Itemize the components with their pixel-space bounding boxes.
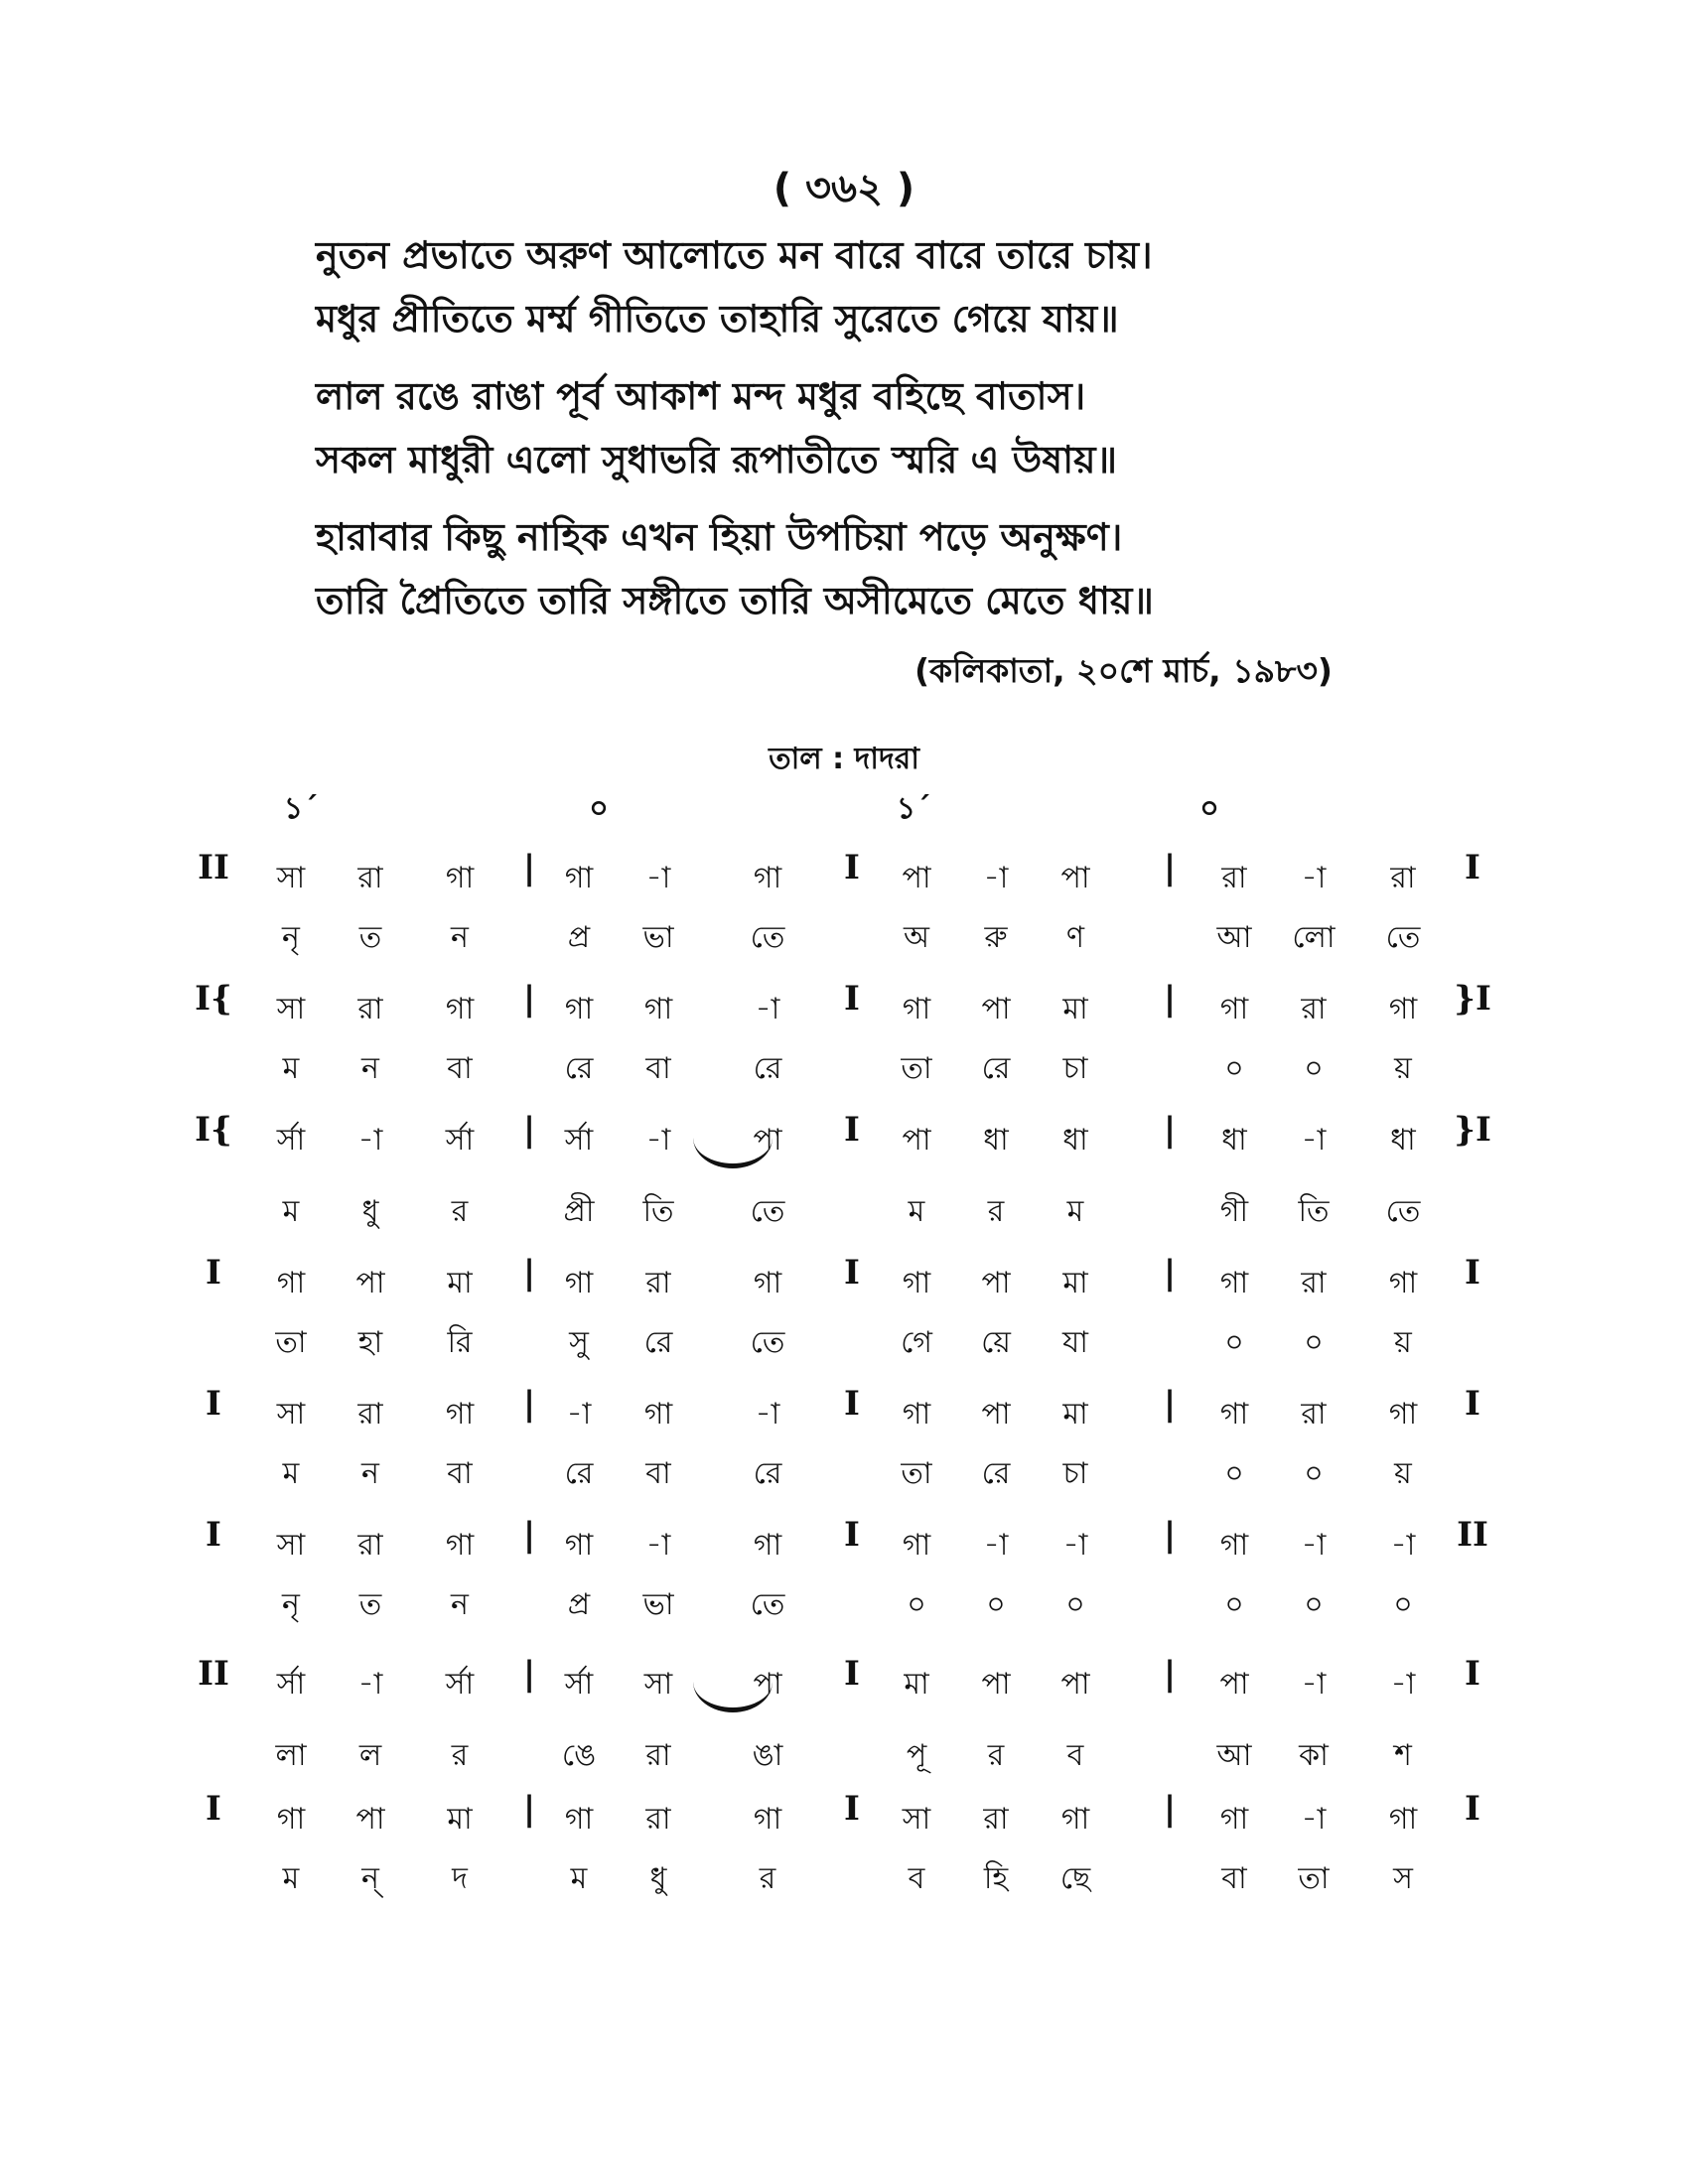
notation-block <box>0 842 1688 967</box>
swara-note: ধা <box>1221 1123 1247 1158</box>
swara-note: রা <box>1301 1397 1327 1432</box>
swara-note: -া <box>645 1528 671 1563</box>
swara-note: গা <box>1388 992 1418 1026</box>
lyric-syllable: ম <box>570 1861 588 1896</box>
lyric-syllable: ০ <box>1393 1587 1413 1622</box>
swara-note: -া <box>755 1397 780 1432</box>
bar-start-mark: I <box>206 1515 221 1555</box>
bar-end-mark: I <box>1465 1789 1480 1829</box>
notation-block <box>0 1247 1688 1372</box>
bar-end-mark: }I <box>1454 979 1491 1019</box>
lyric-syllable: লো <box>1292 920 1336 955</box>
lyric-syllable: য়ে <box>981 1325 1011 1360</box>
swara-note: পা <box>902 1123 931 1158</box>
lyric-syllable-row <box>0 1719 1688 1785</box>
swara-note: গা <box>643 992 673 1026</box>
vibhag-separator: | <box>1163 848 1177 887</box>
lyric-syllable: তে <box>750 920 785 955</box>
vibhag-separator: I <box>844 1384 860 1424</box>
bar-start-mark: I <box>206 1384 221 1424</box>
swara-row <box>0 1783 1688 1843</box>
vibhag-separator: I <box>844 1253 860 1293</box>
swara-note: রা <box>357 861 383 895</box>
lyric-syllable: প্রী <box>563 1194 595 1229</box>
lyric-syllable: আ <box>1216 920 1252 955</box>
swara-note: র্সা <box>445 1667 475 1702</box>
lyric-syllable: তি <box>642 1194 674 1229</box>
lyric-syllable-row <box>0 1437 1688 1503</box>
lyric-syllable: নৃ <box>282 920 300 955</box>
swara-note: পা <box>355 1266 385 1300</box>
bar-end-mark: II <box>1457 1515 1488 1555</box>
lyric-stanza <box>316 505 1507 632</box>
lyric-syllable: রি <box>447 1325 473 1360</box>
lyric-syllable: রে <box>643 1325 673 1360</box>
song-lyrics <box>316 223 1507 646</box>
vibhag-separator: | <box>522 1789 536 1829</box>
swara-note: র্সা <box>276 1123 306 1158</box>
lyric-syllable: প্র <box>567 920 591 955</box>
lyric-syllable-row <box>0 901 1688 967</box>
lyric-line: তারি প্রৈতিতে তারি সঙ্গীতে তারি অসীমেতে মেতে ধায়॥ <box>316 579 1154 622</box>
lyric-syllable: তা <box>275 1325 307 1360</box>
lyric-syllable: তে <box>750 1194 785 1229</box>
swara-row <box>0 1648 1688 1707</box>
swara-note: পা <box>902 861 931 895</box>
lyric-syllable: বা <box>1221 1861 1247 1896</box>
lyric-syllable: র <box>451 1194 469 1229</box>
swara-note: গা <box>1219 1266 1249 1300</box>
swara-note: গা <box>564 861 594 895</box>
swara-note: র্সা <box>445 1123 475 1158</box>
lyric-syllable: যা <box>1062 1325 1088 1360</box>
bar-start-mark: I <box>206 1789 221 1829</box>
vibhag-separator: | <box>1163 1654 1177 1694</box>
swara-note: সা <box>276 861 306 895</box>
lyric-syllable: ভা <box>642 920 674 955</box>
vibhag-separator: | <box>1163 1110 1177 1150</box>
vibhag-separator: | <box>1163 1253 1177 1293</box>
lyric-syllable: চা <box>1062 1051 1088 1086</box>
swara-note: পা <box>1219 1667 1249 1702</box>
swara-note: -া <box>755 992 780 1026</box>
lyric-syllable: র <box>759 1861 776 1896</box>
swara-note: গা <box>1219 1802 1249 1837</box>
notation-block <box>0 1648 1688 1785</box>
notation-block <box>0 1378 1688 1503</box>
bar-end-mark: I <box>1465 1253 1480 1293</box>
swara-note: মা <box>1062 1266 1088 1300</box>
swara-note: -া <box>1301 1802 1327 1837</box>
vibhag-separator: I <box>844 1515 860 1555</box>
vibhag-separator: | <box>522 1384 536 1424</box>
lyric-syllable: ম <box>908 1194 925 1229</box>
lyric-syllable: পূ <box>906 1738 927 1773</box>
swara-note: -া <box>1301 1528 1327 1563</box>
swara-note: -া <box>357 1667 383 1702</box>
swara-note: মা <box>1062 1397 1088 1432</box>
bar-end-mark: I <box>1465 1654 1480 1694</box>
swara-note: গা <box>1060 1802 1090 1837</box>
bar-end-mark: I <box>1465 1384 1480 1424</box>
swara-note: গা <box>564 1802 594 1837</box>
bar-start-mark: I <box>206 1253 221 1293</box>
lyric-syllable-row <box>0 1306 1688 1372</box>
lyric-syllable: শ <box>1394 1738 1412 1773</box>
vibhag-separator: I <box>844 1789 860 1829</box>
swara-note: -া <box>566 1397 592 1432</box>
lyric-syllable: ম <box>282 1051 300 1086</box>
swara-note: পা <box>753 1667 782 1702</box>
lyric-syllable: ০ <box>1065 1587 1085 1622</box>
lyric-syllable: ০ <box>907 1587 926 1622</box>
lyric-syllable: রে <box>564 1456 594 1491</box>
vibhag-separator: | <box>1163 979 1177 1019</box>
swara-note: গা <box>902 992 931 1026</box>
bar-start-mark: II <box>198 1654 229 1694</box>
vibhag-separator: | <box>522 1110 536 1150</box>
lyric-syllable: ত <box>358 920 382 955</box>
swara-note: পা <box>981 992 1011 1026</box>
swara-note: গা <box>902 1397 931 1432</box>
lyric-syllable: ধু <box>361 1194 379 1229</box>
lyric-syllable: ছে <box>1059 1861 1091 1896</box>
lyric-syllable: ল <box>358 1738 382 1773</box>
vibhag-separator: I <box>844 1110 860 1150</box>
vibhag-separator: | <box>1163 1515 1177 1555</box>
lyric-syllable: তে <box>750 1325 785 1360</box>
lyric-line: লাল রঙে রাঙা পূর্ব আকাশ মন্দ মধুর বহিছে বাতাস। <box>316 374 1086 418</box>
lyric-syllable: য় <box>1394 1325 1412 1360</box>
lyric-syllable: ন <box>451 920 469 955</box>
lyric-syllable-row <box>0 1032 1688 1098</box>
tal-mark: ১´ <box>283 791 319 826</box>
swara-note: পা <box>1060 1667 1090 1702</box>
lyric-syllable: ঙে <box>561 1738 597 1773</box>
swara-note: মা <box>1062 992 1088 1026</box>
lyric-syllable-row <box>0 1569 1688 1634</box>
swara-note: -া <box>1301 1123 1327 1158</box>
bar-end-mark: I <box>1465 848 1480 887</box>
lyric-syllable: স <box>1393 1861 1413 1896</box>
swara-note: গা <box>564 992 594 1026</box>
swara-note: গা <box>276 1802 306 1837</box>
lyric-syllable: ০ <box>1224 1587 1244 1622</box>
lyric-syllable: তে <box>1385 1194 1421 1229</box>
swara-row <box>0 973 1688 1032</box>
swara-note: গা <box>1388 1802 1418 1837</box>
lyric-syllable: গে <box>901 1325 932 1360</box>
swara-note: গা <box>1388 1266 1418 1300</box>
page-number: ( ৩৬২ ) <box>773 166 915 211</box>
lyric-syllable: ০ <box>1304 1456 1324 1491</box>
lyric-syllable: হা <box>357 1325 383 1360</box>
lyric-syllable: বা <box>447 1456 473 1491</box>
lyric-syllable: ম <box>282 1861 300 1896</box>
swara-note: র্সা <box>564 1667 594 1702</box>
lyric-syllable: রে <box>753 1456 782 1491</box>
lyric-syllable: বা <box>645 1456 671 1491</box>
swara-note: রা <box>1301 992 1327 1026</box>
swara-note: -া <box>1062 1528 1088 1563</box>
lyric-syllable: র <box>451 1738 469 1773</box>
vibhag-separator: | <box>522 1515 536 1555</box>
swara-note: রা <box>357 992 383 1026</box>
composition-note: (কলিকাতা, ২০শে মার্চ, ১৯৮৩) <box>914 651 1333 690</box>
lyric-syllable: আ <box>1216 1738 1252 1773</box>
swara-note: পা <box>1060 861 1090 895</box>
lyric-syllable: দ <box>452 1861 468 1896</box>
lyric-syllable: কা <box>1299 1738 1329 1773</box>
lyric-syllable: লা <box>275 1738 307 1773</box>
swara-note: গা <box>753 1802 782 1837</box>
vibhag-separator: | <box>1163 1384 1177 1424</box>
lyric-syllable: সু <box>569 1325 589 1360</box>
lyric-syllable: ম <box>282 1194 300 1229</box>
swara-note: ধা <box>983 1123 1009 1158</box>
notation-block <box>0 1783 1688 1908</box>
lyric-syllable: চা <box>1062 1456 1088 1491</box>
swara-row <box>0 842 1688 901</box>
lyric-syllable-row <box>0 1843 1688 1908</box>
lyric-syllable: রু <box>984 920 1008 955</box>
swara-note: রা <box>1301 1266 1327 1300</box>
swara-note: পা <box>753 1123 782 1158</box>
swara-note: পা <box>981 1397 1011 1432</box>
lyric-syllable: ০ <box>1304 1587 1324 1622</box>
swara-note: -া <box>645 1123 671 1158</box>
lyric-syllable: ন <box>451 1587 469 1622</box>
lyric-syllable: ঙা <box>752 1738 783 1773</box>
swara-note: গা <box>445 1528 475 1563</box>
lyric-syllable: বা <box>645 1051 671 1086</box>
lyric-syllable: রে <box>564 1051 594 1086</box>
lyric-syllable: গী <box>1219 1194 1249 1229</box>
swara-note: রা <box>645 1266 671 1300</box>
lyric-syllable: বা <box>447 1051 473 1086</box>
lyric-line: হারাবার কিছু নাহিক এখন হিয়া উপচিয়া পড়ে অনুক্ষণ। <box>316 515 1123 559</box>
swara-note: সা <box>276 1528 306 1563</box>
vibhag-separator: I <box>844 979 860 1019</box>
lyric-syllable: র <box>987 1738 1005 1773</box>
lyric-syllable: র <box>987 1194 1005 1229</box>
swara-note: গা <box>1388 1397 1418 1432</box>
swara-note: -া <box>1301 1667 1327 1702</box>
swara-note: সা <box>276 1397 306 1432</box>
lyric-syllable: তে <box>750 1587 785 1622</box>
swara-note: গা <box>1219 1528 1249 1563</box>
swara-note: রা <box>983 1802 1009 1837</box>
swara-note: -া <box>645 861 671 895</box>
bar-start-mark: I{ <box>195 979 232 1019</box>
swara-note: পা <box>355 1802 385 1837</box>
lyric-stanza <box>316 223 1507 350</box>
swara-note: ধা <box>1062 1123 1088 1158</box>
lyric-syllable: ত <box>358 1587 382 1622</box>
lyric-syllable: ভা <box>642 1587 674 1622</box>
swara-note: গা <box>1219 992 1249 1026</box>
swara-note: রা <box>645 1802 671 1837</box>
vibhag-separator: | <box>522 848 536 887</box>
lyric-syllable: রে <box>981 1456 1011 1491</box>
swara-note: গা <box>276 1266 306 1300</box>
swara-note: -া <box>983 861 1009 895</box>
tal-mark: ০ <box>589 791 609 826</box>
lyric-syllable: প্র <box>567 1587 591 1622</box>
tal-mark: ০ <box>1199 791 1219 826</box>
swara-row <box>0 1247 1688 1306</box>
lyric-syllable: তা <box>901 1051 932 1086</box>
lyric-syllable: ণ <box>1065 920 1085 955</box>
lyric-syllable: নৃ <box>282 1587 300 1622</box>
swara-note: -া <box>1390 1667 1416 1702</box>
lyric-syllable: য় <box>1394 1051 1412 1086</box>
swara-note: রা <box>357 1397 383 1432</box>
swara-note: গা <box>445 992 475 1026</box>
tal-mark: ১´ <box>896 791 931 826</box>
lyric-syllable: ০ <box>1304 1325 1324 1360</box>
bar-end-mark: }I <box>1454 1110 1491 1150</box>
lyric-syllable: ন <box>361 1051 379 1086</box>
swara-note: সা <box>643 1667 673 1702</box>
swara-note: গা <box>445 1397 475 1432</box>
swara-note: -া <box>983 1528 1009 1563</box>
swara-note: গা <box>564 1266 594 1300</box>
lyric-line: নুতন প্রভাতে অরুণ আলোতে মন বারে বারে তারে চায়। <box>316 233 1153 277</box>
lyric-syllable: ন <box>361 1456 379 1491</box>
bar-start-mark: II <box>198 848 229 887</box>
swara-note: গা <box>564 1528 594 1563</box>
lyric-syllable: ম <box>282 1456 300 1491</box>
lyric-syllable: তা <box>1298 1861 1330 1896</box>
swara-note: -া <box>1301 861 1327 895</box>
lyric-syllable: ০ <box>1224 1325 1244 1360</box>
tal-marks <box>0 784 1688 824</box>
lyric-syllable: ধু <box>649 1861 667 1896</box>
lyric-syllable: ০ <box>1224 1051 1244 1086</box>
lyric-syllable: ম <box>1066 1194 1084 1229</box>
swara-note: -া <box>1390 1528 1416 1563</box>
swara-note: সা <box>276 992 306 1026</box>
swara-note: রা <box>1221 861 1247 895</box>
bar-start-mark: I{ <box>195 1110 232 1150</box>
vibhag-separator: I <box>844 1654 860 1694</box>
notation-block <box>0 1104 1688 1241</box>
swara-note: গা <box>902 1266 931 1300</box>
lyric-syllable: ০ <box>1224 1456 1244 1491</box>
notation-block <box>0 1509 1688 1634</box>
swara-note: গা <box>1219 1397 1249 1432</box>
lyric-syllable: রা <box>645 1738 671 1773</box>
swara-note: ধা <box>1390 1123 1416 1158</box>
swara-note: গা <box>753 861 782 895</box>
swara-note: রা <box>1390 861 1416 895</box>
swara-note: পা <box>981 1667 1011 1702</box>
lyric-line: সকল মাধুরী এলো সুধাভরি রূপাতীতে স্মরি এ উষায়॥ <box>316 438 1118 481</box>
swara-note: গা <box>643 1397 673 1432</box>
swara-note: মা <box>447 1802 473 1837</box>
lyric-syllable: য় <box>1394 1456 1412 1491</box>
lyric-syllable-row <box>0 1175 1688 1241</box>
vibhag-separator: | <box>522 1253 536 1293</box>
vibhag-separator: | <box>522 1654 536 1694</box>
swara-note: সা <box>902 1802 931 1837</box>
swara-note: মা <box>904 1667 929 1702</box>
notation-block <box>0 973 1688 1098</box>
swara-row <box>0 1509 1688 1569</box>
swara-note: গা <box>445 861 475 895</box>
lyric-syllable: ন্ <box>361 1861 379 1896</box>
lyric-syllable: অ <box>904 920 929 955</box>
swara-note: পা <box>981 1266 1011 1300</box>
swara-note: র্সা <box>276 1667 306 1702</box>
lyric-line: মধুর প্রীতিতে মর্ম্ম গীতিতে তাহারি সুরেতে গেয়ে যায়॥ <box>316 297 1119 341</box>
lyric-syllable: রে <box>981 1051 1011 1086</box>
swara-row <box>0 1378 1688 1437</box>
lyric-syllable: ০ <box>1304 1051 1324 1086</box>
lyric-syllable: তি <box>1298 1194 1330 1229</box>
swara-note: গা <box>753 1266 782 1300</box>
lyric-syllable: তে <box>1385 920 1421 955</box>
swara-row <box>0 1104 1688 1163</box>
lyric-syllable: তা <box>901 1456 932 1491</box>
swara-note: গা <box>753 1528 782 1563</box>
vibhag-separator: | <box>1163 1789 1177 1829</box>
swara-note: গা <box>902 1528 931 1563</box>
swara-note: মা <box>447 1266 473 1300</box>
lyric-stanza <box>316 364 1507 491</box>
tal-label: তাল : দাদরা <box>769 742 919 776</box>
lyric-syllable: ০ <box>986 1587 1006 1622</box>
swara-note: রা <box>357 1528 383 1563</box>
swara-note: -া <box>357 1123 383 1158</box>
vibhag-separator: I <box>844 848 860 887</box>
swara-note: র্সা <box>564 1123 594 1158</box>
lyric-syllable: রে <box>753 1051 782 1086</box>
vibhag-separator: | <box>522 979 536 1019</box>
lyric-syllable: হি <box>983 1861 1009 1896</box>
lyric-syllable: ব <box>1066 1738 1084 1773</box>
lyric-syllable: ব <box>908 1861 925 1896</box>
